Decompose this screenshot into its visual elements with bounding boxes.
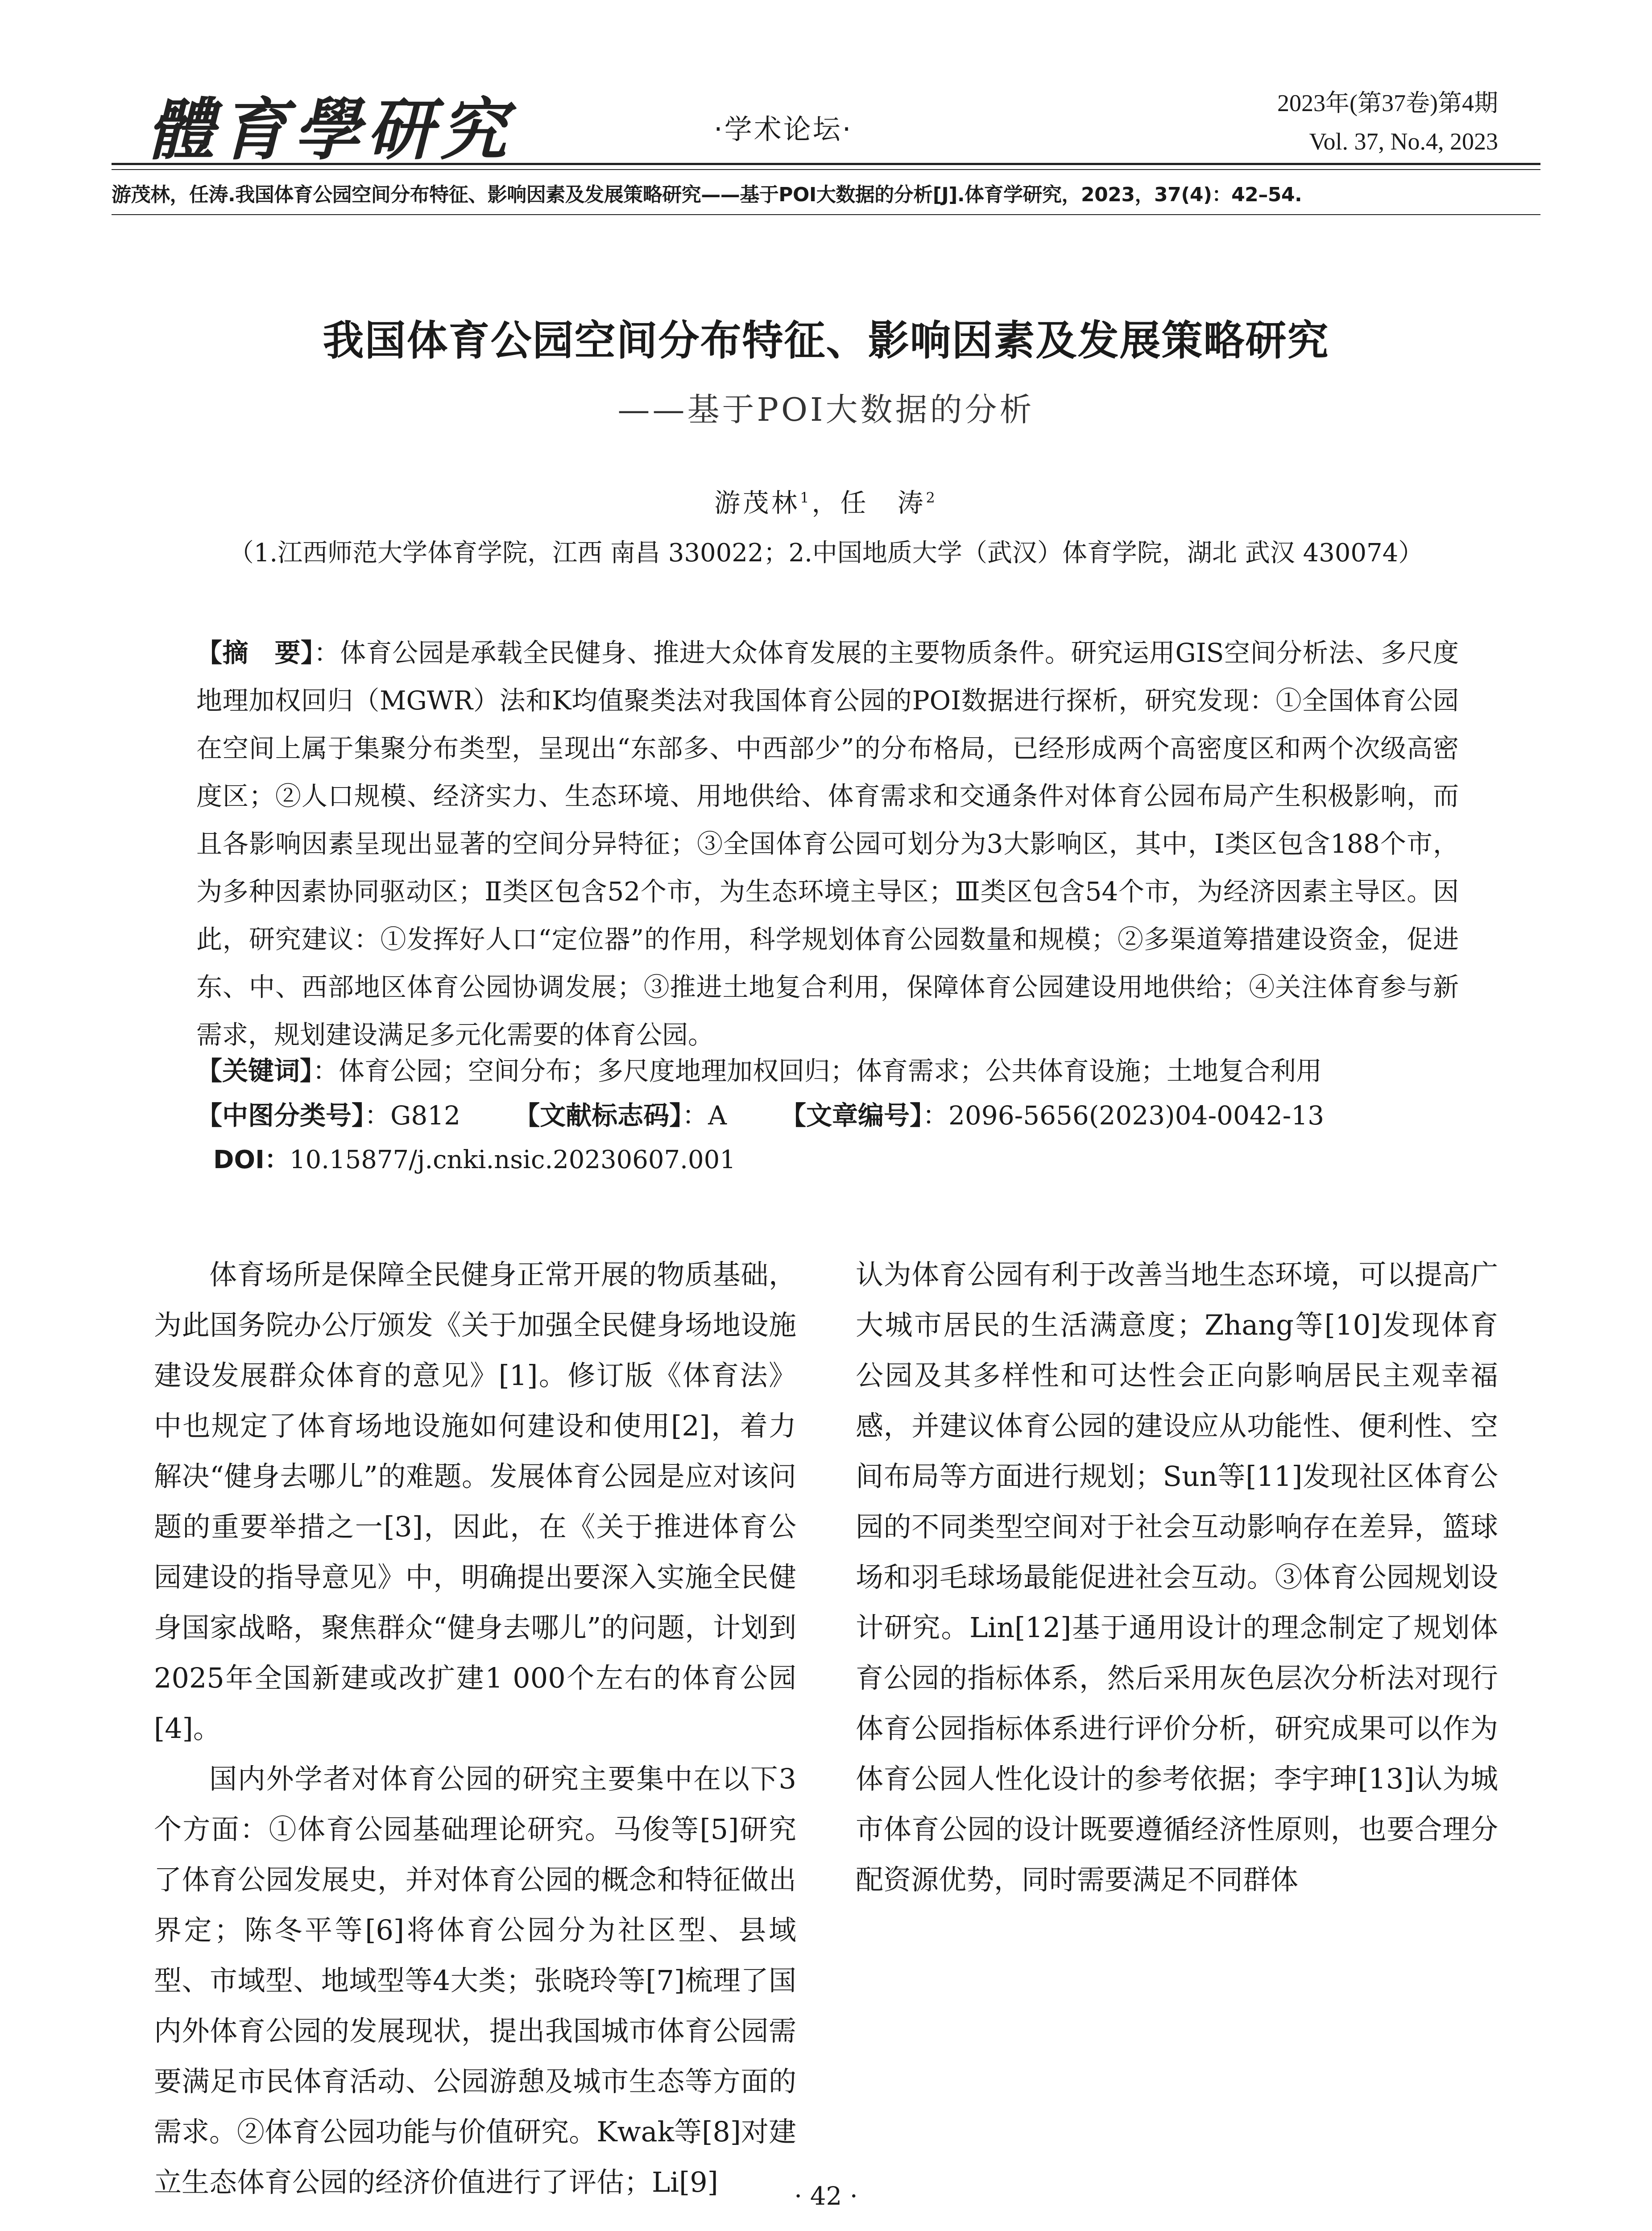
citation-rule bbox=[112, 214, 1540, 215]
authors bbox=[0, 482, 1652, 519]
page-number: · 42 · bbox=[794, 2182, 858, 2211]
header-rule-thin bbox=[112, 169, 1540, 170]
article-title: 我国体育公园空间分布特征、影响因素及发展策略研究 bbox=[323, 317, 1329, 365]
body-right-column bbox=[856, 1249, 1498, 1905]
section-label: ·学术论坛· bbox=[714, 113, 853, 145]
body-paragraph: 国内外学者对体育公园的研究主要集中在以下3个方面：①体育公园基础理论研究。马俊等[5]研究了体育公园发展史，并对体育公园的概念和特征做出界定；陈冬平等[6]将体育公园分为社区型、县域型、市域型、地域型等4大类；张晓玲等[7]梳理了国内外体育公园的发展现状，提出我国城市体育公园需要满足市民体育活动、公园游憩及城市生态等方面的需求。②体育公园功能与价值研究。Kwak等[8]对建立生态体育公园的经济价值进行了评估；Li[9] bbox=[154, 1762, 796, 2198]
abstract-label: 【摘 要】 bbox=[196, 638, 314, 668]
abstract bbox=[196, 629, 1459, 1059]
issue-info bbox=[1277, 84, 1498, 161]
affiliations: （1.江西师范大学体育学院，江西 南昌 330022；2.中国地质大学（武汉）体育学院，湖北 武汉 430074） bbox=[228, 539, 1424, 568]
author-2-affil: 2 bbox=[926, 489, 938, 506]
articleno-value: ：2096-5656(2023)04-0042-13 bbox=[922, 1100, 1325, 1131]
doi-label: DOI： bbox=[213, 1145, 290, 1174]
body-paragraph: 认为体育公园有利于改善当地生态环境，可以提高广大城市居民的生活满意度；Zhang等[10]发现体育公园及其多样性和可达性会正向影响居民主观幸福感，并建议体育公园的建设应从功能性、便利性、空间布局等方面进行规划；Sun等[11]发现社区体育公园的不同类型空间对于社会互动影响存在差异，篮球场和羽毛球场最能促进社会互动。③体育公园规划设计研究。Lin[12]基于通用设计的理念制定了规划体育公园的指标体系，然后采用灰色层次分析法对现行体育公园指标体系进行评价分析，研究成果可以作为体育公园人性化设计的参考依据；李宇珅[13]认为城市体育公园的设计既要遵循经济性原则，也要合理分配资源优势，同时需要满足不同群体 bbox=[856, 1258, 1498, 1896]
issue-en: Vol. 37, No.4, 2023 bbox=[1309, 128, 1498, 155]
author-separator: ， bbox=[812, 488, 840, 518]
doi-line bbox=[213, 1140, 736, 1176]
author-1-affil: 1 bbox=[800, 489, 812, 506]
journal-logo: 體育學研究 bbox=[147, 91, 513, 169]
doccode-label: 【文献标志码】 bbox=[514, 1100, 683, 1131]
clc-value: ：G812 bbox=[364, 1100, 461, 1131]
article-subtitle: ——基于POI大数据的分析 bbox=[617, 391, 1035, 428]
author-2: 任 涛 bbox=[840, 488, 926, 518]
doccode-value: ：A bbox=[682, 1100, 727, 1131]
clc-label: 【中图分类号】 bbox=[196, 1100, 365, 1131]
abstract-text: ：体育公园是承载全民健身、推进大众体育发展的主要物质条件。研究运用GIS空间分析法、多尺度地理加权回归（MGWR）法和K均值聚类法对我国体育公园的POI数据进行探析，研究发现：①全国体育公园在空间上属于集聚分布类型，呈现出“东部多、中西部少”的分布格局，已经形成两个高密度区和两个次级高密度区；②人口规模、经济实力、生态环境、用地供给、体育需求和交通条件对体育公园布局产生积极影响，而且各影响因素呈现出显著的空间分异特征；③全国体育公园可划分为3大影响区，其中，Ⅰ类区包含188个市，为多种因素协同驱动区；Ⅱ类区包含52个市，为生态环境主导区；Ⅲ类区包含54个市，为经济因素主导区。因此，研究建议：①发挥好人口“定位器”的作用，科学规划体育公园数量和规模；②多渠道筹措建设资金，促进东、中、西部地区体育公园协调发展；③推进土地复合利用，保障体育公园建设用地供给；④关注体育参与新需求，规划建设满足多元化需要的体育公园。 bbox=[196, 638, 1459, 1050]
body-paragraph: 体育场所是保障全民健身正常开展的物质基础，为此国务院办公厅颁发《关于加强全民健身场地设施建设发展群众体育的意见》[1]。修订版《体育法》中也规定了体育场地设施如何建设和使用[2]，着力解决“健身去哪儿”的难题。发展体育公园是应对该问题的重要举措之一[3]，因此，在《关于推进体育公园建设的指导意见》中，明确提出要深入实施全民健身国家战略，聚焦群众“健身去哪儿”的问题，计划到2025年全国新建或改扩建1 000个左右的体育公园[4]。 bbox=[154, 1258, 796, 1745]
keywords-text: ：体育公园；空间分布；多尺度地理加权回归；体育需求；公共体育设施；土地复合利用 bbox=[313, 1056, 1322, 1086]
doi-value: 10.15877/j.cnki.nsic.20230607.001 bbox=[289, 1145, 736, 1174]
issue-cn: 2023年(第37卷)第4期 bbox=[1277, 90, 1498, 116]
citation-line: 游茂林，任涛.我国体育公园空间分布特征、影响因素及发展策略研究——基于POI大数据的分析[J].体育学研究，2023，37(4)：42–54. bbox=[112, 183, 1302, 206]
classification-line bbox=[196, 1093, 1459, 1138]
author-1: 游茂林 bbox=[714, 488, 800, 518]
keywords bbox=[196, 1049, 1459, 1093]
header-rule-thick bbox=[112, 163, 1540, 165]
keywords-label: 【关键词】 bbox=[196, 1056, 313, 1086]
articleno-label: 【文章编号】 bbox=[780, 1100, 923, 1131]
body-left-column bbox=[154, 1249, 796, 2207]
